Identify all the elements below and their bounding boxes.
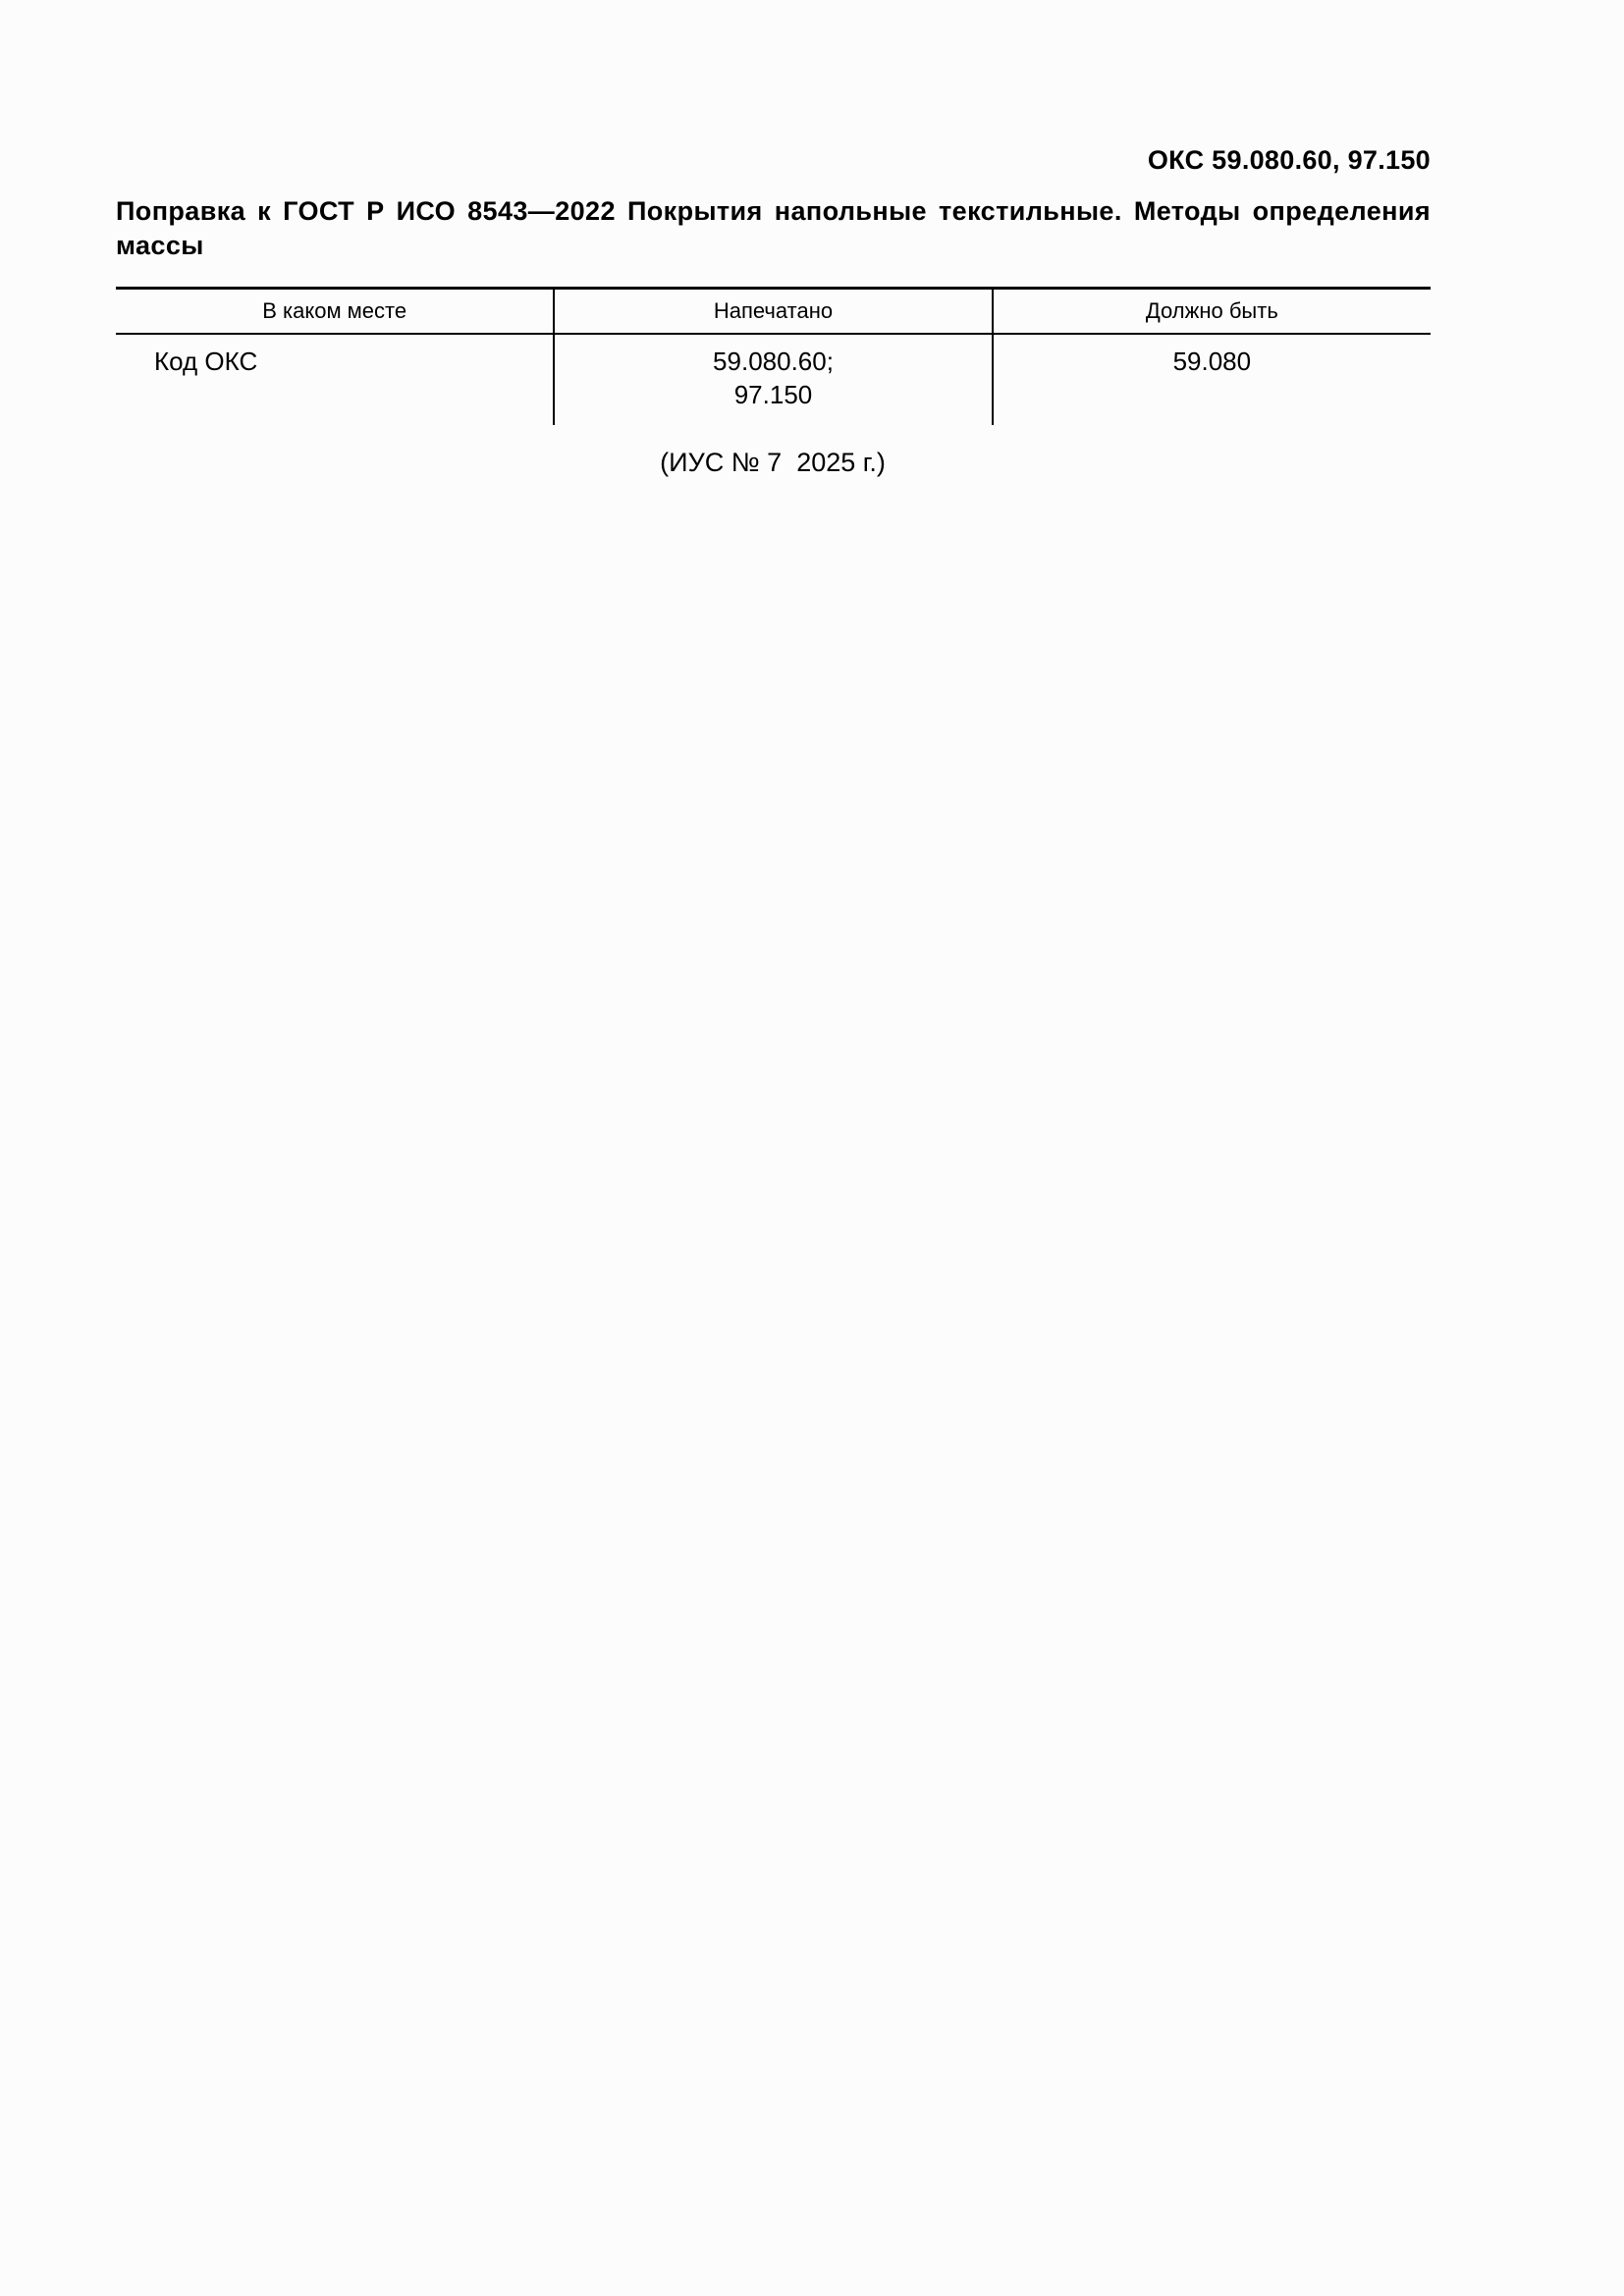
amendment-title: Поправка к ГОСТ Р ИСО 8543—2022 Покрытия напольные текстильные. Методы определения массы: [116, 196, 1431, 260]
cell-should-be: 59.080: [993, 334, 1431, 425]
column-header-should-be: Должно быть: [993, 289, 1431, 335]
cell-place: Код ОКС: [154, 347, 258, 376]
ius-reference: (ИУС № 7 2025 г.): [660, 448, 886, 477]
table-header-row: [116, 289, 1431, 335]
cell-printed-line: 59.080.60;: [713, 347, 834, 376]
cell-printed-line: 97.150: [733, 380, 813, 409]
column-header-printed: Напечатано: [554, 289, 992, 335]
table-row: [116, 334, 1431, 425]
cell-printed: [554, 334, 992, 425]
correction-table: [116, 287, 1431, 425]
column-header-place: В каком месте: [262, 298, 407, 323]
oks-classification-code: ОКС 59.080.60, 97.150: [1147, 145, 1431, 175]
